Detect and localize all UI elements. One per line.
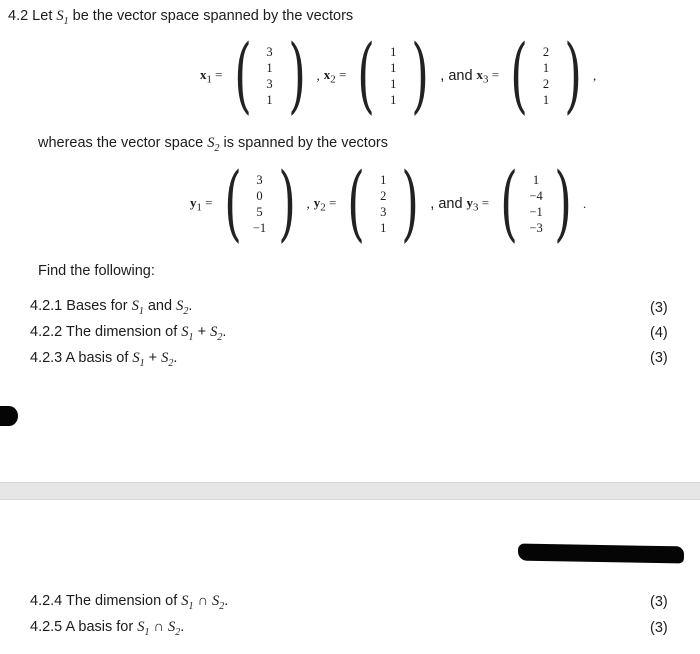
question-row: 4.2.2 The dimension of $S_1 + S_2$. (30, 324, 227, 343)
y1-separator: , (306, 196, 310, 211)
y3-entry: −4 (529, 189, 543, 203)
x3-entry: 1 (542, 93, 550, 107)
question-marks: (4) (650, 325, 668, 341)
left-paren: ( (357, 28, 376, 123)
y2-vector (340, 156, 426, 251)
right-paren: ) (554, 156, 572, 251)
question-marks: (3) (650, 594, 668, 610)
question-number: 4.2.1 (30, 298, 63, 314)
symbol-s2: S (207, 135, 215, 151)
y3-entry: 1 (532, 173, 540, 187)
x3-entry: 2 (542, 45, 550, 59)
left-paren: ( (347, 156, 366, 251)
y3-vector (493, 156, 579, 251)
x2-separator: , and (440, 68, 473, 84)
question-row: 4.2.4 The dimension of $S_1$ ∩ $S_2$. (30, 593, 229, 612)
y3-label: $y_3$ = (466, 194, 490, 214)
x1-label: $x_1$ = (200, 66, 223, 86)
right-paren: ) (401, 156, 420, 251)
middle-suffix: is spanned by the vectors (219, 135, 388, 151)
question-number: 4.2.4 (30, 593, 63, 609)
find-heading: Find the following: (38, 263, 155, 279)
question-number: 4.2.3 (30, 350, 63, 366)
x3-entry: 2 (542, 77, 550, 91)
x1-entry: 3 (266, 45, 273, 59)
y2-label: $y_2$ = (313, 194, 337, 214)
y1-entry: 5 (256, 205, 263, 219)
question-marks: (3) (650, 350, 668, 366)
left-paren: ( (500, 156, 518, 251)
x1-entry: 1 (266, 61, 273, 75)
left-paren: ( (510, 28, 528, 123)
x2-entry: 1 (390, 61, 397, 75)
right-paren: ) (411, 28, 430, 123)
x1-entry: 3 (266, 77, 273, 91)
question-marks: (3) (650, 620, 668, 636)
right-paren: ) (564, 28, 582, 123)
y3-separator: . (583, 196, 587, 211)
x1-separator: , (316, 68, 320, 83)
question-number: 4.2.2 (30, 324, 63, 340)
question-text: Bases for (66, 298, 132, 314)
y2-entry: 1 (380, 221, 387, 235)
x3-entry: 1 (542, 61, 550, 75)
x1-entry: 1 (266, 93, 273, 107)
middle-prefix: whereas the vector space (38, 135, 208, 151)
x2-entry: 1 (390, 77, 397, 91)
y1-label: $y_1$ = (190, 194, 213, 214)
question-row: 4.2.5 A basis for $S_1$ ∩ $S_2$. (30, 619, 185, 638)
right-paren: ) (287, 28, 306, 123)
x1-vector (227, 28, 313, 123)
question-text: The dimension of (66, 324, 182, 340)
symbol-s1-sub: 1 (63, 15, 69, 27)
x3-separator: , (593, 68, 597, 83)
y3-entry: −1 (529, 205, 543, 219)
middle-line (38, 135, 388, 154)
y1-entry: −1 (252, 221, 267, 235)
question-text: A basis of (65, 350, 133, 366)
page-divider (0, 482, 700, 500)
question-text: The dimension of (66, 593, 182, 609)
intro-suffix: be the vector space spanned by the vectors (68, 8, 354, 24)
x-vectors-row (200, 28, 600, 123)
y-vectors-row (190, 156, 590, 251)
intro-prefix: 4.2 Let (8, 8, 57, 24)
x3-vector (503, 28, 589, 123)
y2-separator: , and (430, 196, 463, 212)
symbol-s1: S (56, 8, 64, 24)
question-marks: (3) (650, 300, 668, 316)
y1-vector (217, 156, 303, 251)
right-paren: ) (277, 156, 296, 251)
symbol-s2-sub: 2 (214, 142, 220, 154)
question-number: 4.2.5 (30, 619, 63, 635)
y1-entry: 3 (256, 173, 263, 187)
y2-entry: 2 (380, 189, 387, 203)
left-paren: ( (223, 156, 242, 251)
y1-entry: 0 (256, 189, 263, 203)
y3-entry: −3 (529, 221, 543, 235)
y2-entry: 3 (380, 205, 387, 219)
question-row: 4.2.3 A basis of $S_1 + S_2$. (30, 350, 178, 369)
question-text: A basis for (65, 619, 138, 635)
intro-line (8, 8, 353, 27)
y2-entry: 1 (380, 173, 387, 187)
x2-entry: 1 (390, 93, 397, 107)
redaction-bar (518, 544, 684, 564)
x2-vector (350, 28, 436, 123)
ink-blot (0, 406, 18, 426)
x3-label: $x_3$ = (476, 66, 500, 86)
left-paren: ( (233, 28, 252, 123)
x2-entry: 1 (390, 45, 397, 59)
question-row: 4.2.1 Bases for $S_1$ and $S_2$. (30, 298, 193, 317)
x2-label: $x_2$ = (323, 66, 347, 86)
